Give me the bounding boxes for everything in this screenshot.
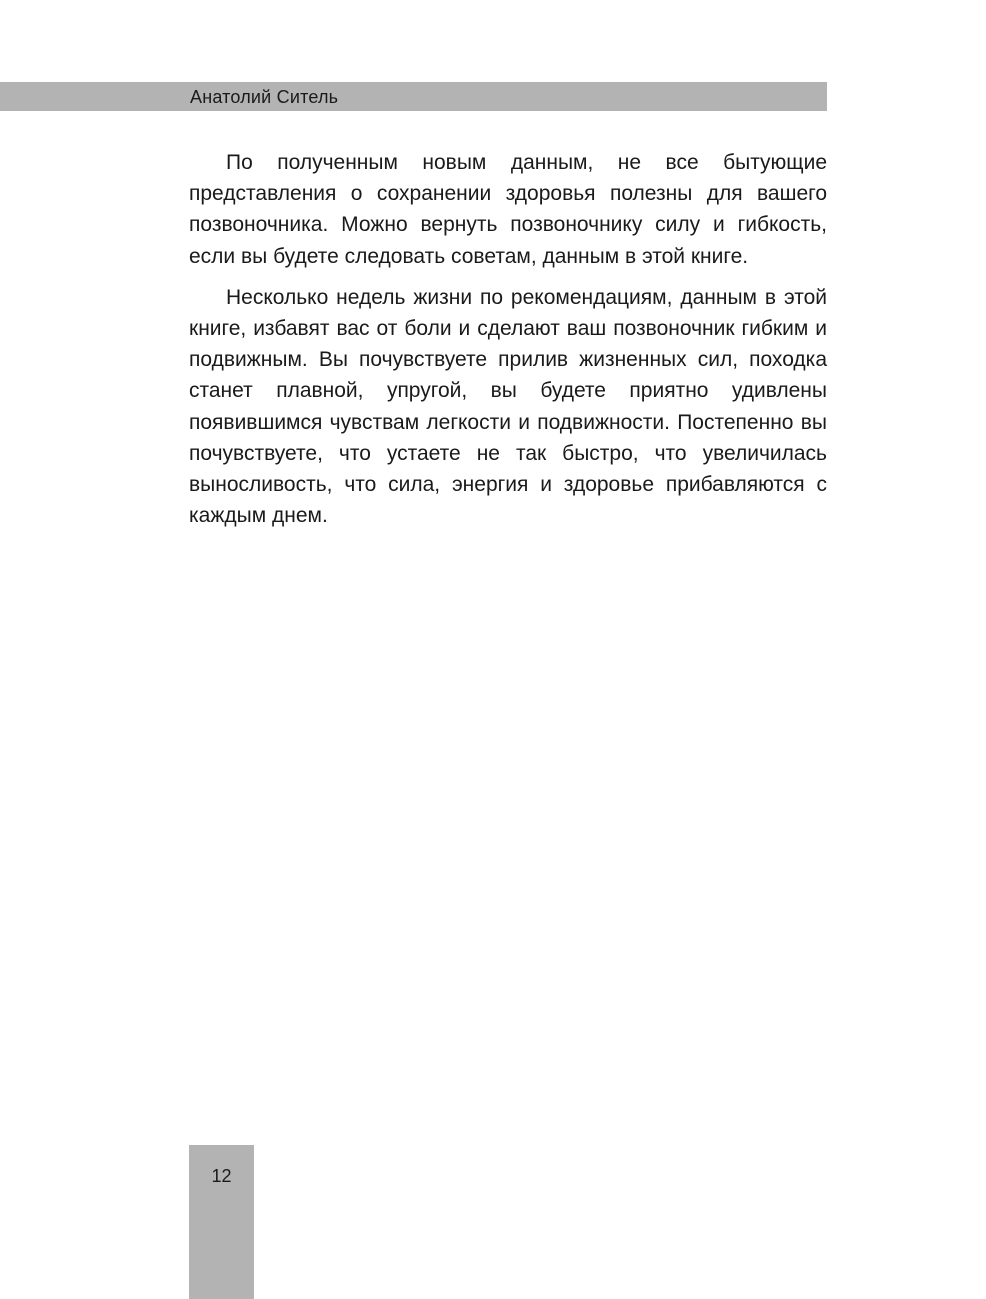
paragraph: Несколько недель жизни по рекомендациям, данным в этой книге, избавят вас от боли и сделают ваш позвоночник гибким и подвижным. Вы почувствуете прилив жизненных сил, походка станет плавной, упругой, вы будете приятно удивлены появившимся чувствам легкости и подвижности. Постепенно вы почувствуете, что устаете не так быстро, что увеличилась выносливость, что сила, энергия и здоровье прибавляются с каждым днем. bbox=[189, 285, 827, 528]
paragraph: По полученным новым данным, не все бытующие представления о сохранении здоровья полезны для вашего позвоночника. Можно вернуть позвоночнику силу и гибкость, если вы будете следовать советам, данным в этой книге. bbox=[189, 151, 827, 268]
page-number-tab bbox=[189, 1145, 254, 1299]
body-text bbox=[189, 147, 827, 541]
page-number: 12 bbox=[211, 1166, 232, 1186]
running-header bbox=[0, 82, 827, 111]
author-name: Анатолий Ситель bbox=[190, 87, 339, 107]
